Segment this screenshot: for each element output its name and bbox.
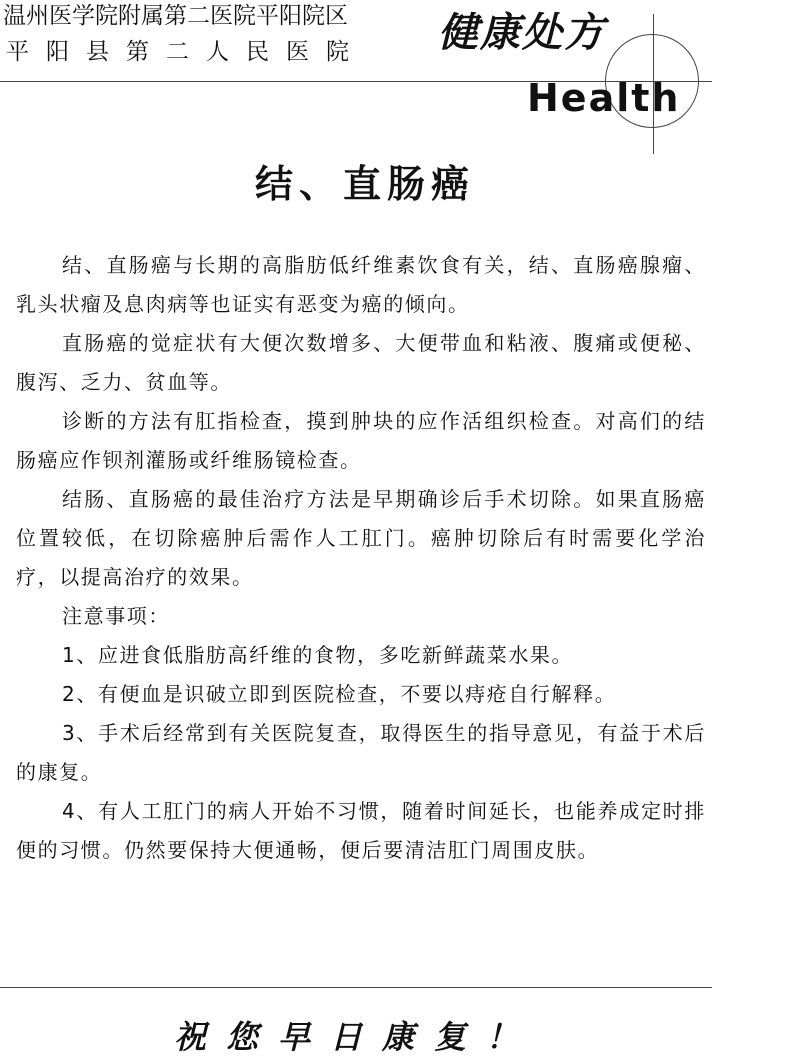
notes-heading: 注意事项： bbox=[62, 604, 170, 628]
article-body bbox=[16, 246, 706, 870]
note-item: 3、手术后经常到有关医院复查，取得医生的指导意见，有益于术后的康复。 bbox=[16, 721, 706, 784]
health-prescription-title: 健康处方 bbox=[438, 9, 606, 56]
paragraph: 结肠、直肠癌的最佳治疗方法是早期确诊后手术切除。如果直肠癌位置较低，在切除癌肿后需作人工肛门。癌肿切除后有时需要化学治疗，以提高治疗的效果。 bbox=[16, 487, 706, 589]
paragraph: 结、直肠癌与长期的高脂肪低纤维素饮食有关，结、直肠癌腺瘤、乳头状瘤及息肉病等也证实有恶变为癌的倾向。 bbox=[16, 253, 706, 316]
paragraph: 诊断的方法有肛指检查，摸到肿块的应作活组织检查。对高们的结肠癌应作钡剂灌肠或纤维肠镜检查。 bbox=[16, 409, 706, 472]
article-title: 结、直肠癌 bbox=[254, 161, 475, 206]
paragraph: 直肠癌的觉症状有大便次数增多、大便带血和粘液、腹痛或便秘、腹泻、乏力、贫血等。 bbox=[16, 331, 706, 394]
note-item: 1、应进食低脂肪高纤维的食物，多吃新鲜蔬菜水果。 bbox=[62, 643, 574, 667]
hospital-name-line1: 温州医学院附属第二医院平阳院区 bbox=[3, 3, 348, 29]
health-label: Health bbox=[527, 76, 681, 120]
hospital-name-line2: 平阳县第二人民医院 bbox=[6, 39, 366, 65]
footer-slogan: 祝您早日康复！ bbox=[173, 1018, 538, 1056]
note-item: 2、有便血是识破立即到医院检查，不要以痔疮自行解释。 bbox=[62, 682, 617, 706]
footer-divider bbox=[0, 987, 712, 988]
note-item: 4、有人工肛门的病人开始不习惯，随着时间延长，也能养成定时排便的习惯。仍然要保持大便通畅，便后要清洁肛门周围皮肤。 bbox=[16, 799, 706, 862]
